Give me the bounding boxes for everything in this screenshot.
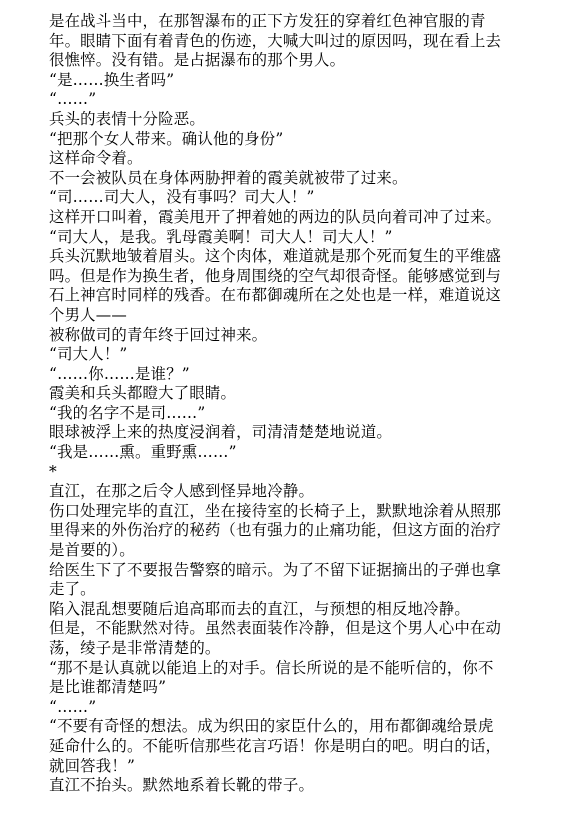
text-line: 这样命令着。	[49, 149, 143, 168]
text-line: 伤口处理完毕的直江，坐在接待室的长椅子上，默默地涂着从照那	[49, 501, 502, 520]
text-line: 是首要的）。	[49, 541, 135, 560]
text-line: 霞美和兵头都瞪大了眼睛。	[49, 384, 237, 403]
text-line: 个男人——	[49, 305, 127, 324]
text-line: 里得来的外伤治疗的秘药（也有强力的止痛功能，但这方面的治疗	[49, 521, 502, 540]
text-line: “不要有奇怪的想法。成为织田的家臣什么的，用布都御魂给景虎	[49, 717, 494, 736]
text-line: “……你……是谁？”	[49, 364, 190, 383]
text-line: 就回答我！”	[49, 756, 136, 775]
text-line: 走了。	[49, 580, 96, 599]
text-line: 石上神宫时同样的残香。在布都御魂所在之处也是一样，难道说这	[49, 286, 502, 305]
text-line: 是比谁都清楚吗”	[49, 678, 167, 697]
text-line: 直江，在那之后令人感到怪异地冷静。	[49, 482, 315, 501]
text-line: 给医生下了不要报告警察的暗示。为了不留下证据摘出的子弹也拿	[49, 560, 502, 579]
text-line: “我的名字不是司……”	[49, 403, 206, 422]
text-line: 不一会被队员在身体两胁押着的霞美就被带了过来。	[49, 168, 408, 187]
text-line: “是……换生者吗”	[49, 70, 175, 89]
text-line: “那不是认真就以能追上的对手。信长所说的是不能听信的，你不	[49, 658, 494, 677]
text-line: 是在战斗当中，在那智瀑布的正下方发狂的穿着红色神官服的青	[49, 12, 486, 30]
text-line: 但是，不能默然对待。虽然表面装作冷静，但是这个男人心中在动	[49, 619, 502, 638]
text-line: 荡，绫子是非常清楚的。	[49, 639, 221, 657]
text-line: 年。眼睛下面有着青色的伤迹，大喊大叫过的原因吗，现在看上去	[49, 31, 502, 50]
text-line: 延命什么的。不能听信那些花言巧语！你是明白的吧。明白的话，	[49, 736, 502, 755]
text-line: 吗。但是作为换生者，他身周围绕的空气却很奇怪。能够感觉到与	[49, 266, 502, 285]
text-line: “司……司大人，没有事吗？司大人！”	[49, 188, 315, 207]
text-line: 兵头的表情十分险恶。	[49, 109, 205, 128]
text-line: “我是……熏。重野熏……”	[49, 443, 237, 462]
text-line: 直江不抬头。默然地系着长靴的带子。	[49, 776, 315, 795]
text-line: 被称做司的青年终于回过神来。	[49, 325, 268, 344]
text-line: “……”	[49, 697, 97, 716]
text-line: “把那个女人带来。确认他的身份”	[49, 129, 284, 148]
text-line: 眼球被浮上来的热度浸润着，司清清楚楚地说道。	[49, 423, 392, 442]
text-line: 很憔悴。没有错。是占据瀑布的那个男人。	[49, 51, 346, 70]
text-line: “司大人，是我。乳母霞美啊！司大人！司大人！”	[49, 227, 393, 246]
text-line: “司大人！”	[49, 345, 128, 364]
text-line: 这样开口叫着，霞美甩开了押着她的两边的队员向着司冲了过来。	[49, 207, 502, 226]
text-line: 兵头沉默地皱着眉头。这个肉体，难道就是那个死而复生的平维盛	[49, 247, 502, 266]
text-line: 陷入混乱想要随后追高耶而去的直江，与预想的相反地冷静。	[49, 599, 470, 618]
text-line: “……”	[49, 90, 97, 109]
section-separator: *	[49, 462, 57, 481]
